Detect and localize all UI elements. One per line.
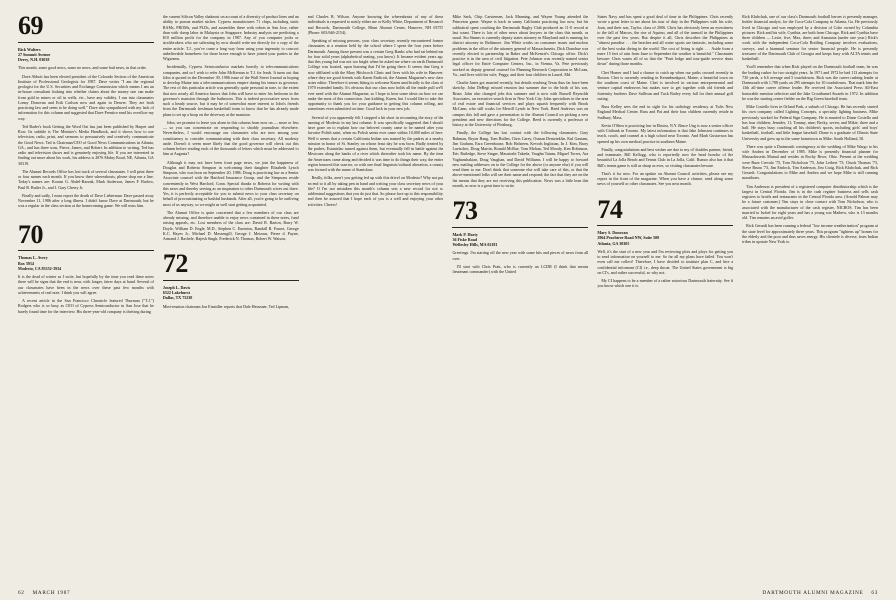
secretary-address: 2964 Peachtree Road NW, Suite 500 — [597, 235, 660, 241]
paragraph: Rick Gerardi has been running a federal "low income weatherization" program at the state level for approximately three years. This program "tightens up" homes for the elderly and the poor and thus saves energy. His clientele is diverse, from Indian tribes in upstate New York to — [742, 223, 878, 244]
class-year-heading: 69 — [18, 14, 43, 40]
paragraph: Mike Sack, Chip Carstensen, Jack Manning, and Wayne Young attended the Princeton game. Wayne is back in sunny California practicing law now, but his sabbatical spent coaching the Dartmouth Rugby Club produced an 11-0 record at last count. There is lots of other news about lawyers in the class this month, as usual. Stu Simms is currently deputy states attorney in Maryland and is running for district attorney in Baltimore. Jim White works on consumer issues and nuclear problems in the office of the attorney general of Massachusetts. Dick Donohue was recently elected to partnership in Baker and McKenzie's Chicago office. Dick's practice is in the area of civil litigation. Pete Johnson was recently named senior legal officer for Entré Computer Centers, Inc., in Vienna, Va. Pete previously worked as deputy general counsel for Planning Research Corporation in McLean, Va., and lives with his wife, Peggy, and their four children in Laurel, Md. — [452, 14, 589, 77]
footer-right — [762, 590, 878, 596]
class-block-73 — [452, 196, 589, 275]
text-column-3 — [308, 14, 444, 574]
paragraph: The Alumni Office is quite concerned that a few members of our class are already missing, and therefore unable to enjoy news contained in these notes, fund raising appeals, etc. Lost members of the class are: David R. Barton, Barry W. Doyle, William D. Engle, M.D., Stephen C. Eurenius, Randall R. Faurot, George K.C. Hayes Jr., Michael D. Massengill, George J. Metzaas, Pierre d. Payne, Armand J. Rachele, Rajesh Singh, Frederick N. Thomas, Robert W. Watson, — [162, 209, 299, 241]
paragraph: Finally, congratulations and best wishes are due to my ol' doubles partner, friend, and teammate, Bill Kellogg, who is reportedly now the head honcho of the beautiful La Jolla Beach and Tennis Club in La Jolla, Calif. Rumor also has it that Bill's tennis game is still as sharp as ever, so visiting classmates beware. — [597, 146, 734, 168]
issue-date-label: MARCH 1987 — [32, 590, 71, 596]
paragraph: Russ Kelley sees the end in sight for his radiology residency at Tufts New England Medical Center. Russ and Pat and their four children currently reside in Sudbury, Mass. — [597, 104, 734, 120]
class-year-heading: 70 — [18, 219, 43, 249]
paragraph: I'll start with Chris Pratt, who is currently an LCDR (I think that means lieutenant commander) with the United — [452, 263, 589, 275]
page-number-right: 63 — [871, 590, 878, 596]
class-secretary-block — [597, 230, 733, 246]
paragraph: This month, some good news, some no news, and some bad news, in that order. — [18, 65, 147, 71]
paragraph: It is the dead of winter as I write, but hopefully by the time you read these notes there will be signs that the end is near, with longer, fairer days at hand. Several of our classmates have been in the news over these past few months with achievements of real note. I think you will agree. — [18, 274, 154, 295]
page-footer — [18, 590, 878, 596]
secretary-name: Mark P. Harty — [452, 231, 478, 237]
paragraph: and Charles R. Wilson. Anyone knowing the whereabouts of any of these individuals is requested to notify either me or Kelly White, Department of Research and Records, Dartmouth College, Blunt Alumni Center, Hanover, NH 03755 (Phone: 603/646-2154). — [307, 14, 444, 35]
class-year-heading: 72 — [162, 249, 188, 279]
paragraph: Tim Anderson is president of a registered computer distributorship which is the largest in Central Florida. Jim is in the cash register business and sells cash registers to hotels and restaurants in the Central Florida area. (Arnold Palmer may be a future customer.) Tim stays in close contact with Tom Nicholson, who is associated with the manufacturer of the cash register, NICROS. Tim has been married to Isobel for eight years and has a young son Mathew, who is 13 months old. Tim remains an avid golfer. — [742, 183, 878, 220]
class-secretary-block — [18, 255, 154, 271]
paragraph: the current Silicon Valley shakeout on account of a diversity of product lines and an ability to pursue market niches. Cypress manufactures 71 chips, including static RAMs, PROMs, and PLDs, and assembles these with robots in San Jose, rather than with cheap labor in Malaysia or Singapore. Industry analysts are predicting a $10 million profit for the company in 1987. Any of you computer jocks or stockbrokers who are salivating by now should write me directly for a copy of the entire article. T.J., you've come a long way from using your ingenuity to concoct unbelievable homebrew for those brave enough to have joined your parties in the Wigwams. — [162, 14, 299, 61]
secretary-address: 36 Fiske Road — [452, 236, 477, 242]
secretary-address: 27 Summit Avenue — [18, 51, 51, 57]
paragraph: Dave Abbott has been elected president of the Colorado Section of the American Institute of Professional Geologists for 1987. Dave writes "I am the regional geologist for the U.S. Securities and Exchange Commission which means I am an in-house consultant looking into whether claims about the money one can make from gold in mines or oil in wells, etc., have any validity. I run into classmates Lonny Donovan and Erik Carlson now and again in Denver. They are both practicing law and seem to be doing well." Dave also sympathized with my lack of information for this column and suggested that Dave Prentice send his overflow my way. — [18, 73, 154, 121]
paragraph: Charlie Janes got married recently, but details reaching Texas thus far have been sketchy. John DeRegt missed reunion last summer due to the birth of his son, Brian. John also changed jobs this summer and is now with Russell Reynolds Associates, an executive search firm in New York City. John specializes in the area of real estate and financial services and plays squash frequently with Brook McCann, who still works for Merrill Lynch in New York. Reed Andrews was on campus this fall and gave a presentation to the Alumni Council on picking a new president and new directions for the College. Reed is currently a professor of history at the University of Pittsburg. — [452, 80, 589, 127]
class-year-heading: 74 — [597, 194, 623, 224]
publication-title-label: DARTMOUTH ALUMNI MAGAZINE — [762, 590, 864, 596]
paragraph: John, we promise to leave you alone in this column from now on — more or less — so you can concentrate on responding to shoddy journalism elsewhere. Nevertheless, I would encourage our classmates who are now among your constituency to consider communicating with their class secretary. All modesty aside. Doesn't it seem more likely that the good governor will check out this column before reading each of the thousands of letters which must be addressed to him at Augusta? — [162, 119, 299, 157]
class-secretary-block — [452, 232, 588, 248]
paragraph: Really, folks, aren't you getting fed up with this drivel on Modesto? Why not put an end to it all by taking pen in hand and writing your class secretary news of your life? If I'm not mistaken this month's column sets a new record for not so subliminal suggestions that you do just that. So please face up to this responsibility, and then be assured that I hope each of you is a well and enjoying your other activities. Cheers! — [307, 175, 444, 207]
paragraph: That's it for now. For an update on Alumni Council activities, please see my report in the front of the magazine. When you have a chance, send along some news of yourself or other classmates. See you next month. — [597, 170, 734, 187]
paragraph: States Navy and has spent a good deal of time in the Philippines. Chris recently wrote a great letter to me about his tour of duty in the Philippines with his wife, Joan, and their son, Taylor, class of 2006. Chris has obviously been an eyewitness to the fall of Marcos, the rise of Aquino, and all of the turmoil in the Philippines over the past few years. But despite it all, Chris describes the Philippines as "almost paradise . . . the beaches and all water sports are fantastic, including some of the best scuba diving in the world. The cost of living is right . . . Aside from a mere 15 feet of rain from June to September the weather is beautiful." Classmates beware: Chris warns all of us that the "Pratt lodge and tour-guide service shuts down" during those months. — [597, 14, 734, 67]
secretary-name: Joseph L. Davis — [162, 284, 191, 290]
secretary-name: Mary S. Donovan — [597, 230, 628, 236]
divider — [18, 42, 154, 43]
paragraph: Rick Klubchuk, one of our class's Dartmouth football heroes is presently manager, bottler financial analyst, for the Coca-Cola Company in Atlanta, Ga. He previously lived in Chicago and was employed by a division of Coke owned by Columbia pictures. Rick and his wife, Cynthia, are both from Chicago. Rick and Cynthia have three children — Lexie, five; Max, three; and Anastasia (under one year.) Rick's work with the independent Coca-Cola Bottling Company involves evaluations, surveys, and a biannual seminar for senior financial people. He is presently treasurer of the Dartmouth Club of Georgia and keeps busy with ALTA tennis and basketball. — [742, 14, 878, 61]
secretary-address: 6522 Lakehurst — [162, 290, 190, 296]
secretary-city: Dallas, TX 75230 — [162, 295, 193, 301]
secretary-address: Box 3934 — [18, 260, 34, 266]
class-secretary-block — [163, 285, 299, 301]
column-container — [18, 14, 878, 574]
class-secretary-block — [18, 47, 154, 63]
paragraph: Although it may not have been front page news, we join the happiness of Douglas and Roberta Simpson in welcoming their daughter Elizabeth Lynch Simpson, who was born on September 20, 1986. Doug is practicing law as a Senior Associate counsel with the Hartford Insurance Group, and the Simpsons reside conveniently in West Hartford, Conn. Special thanks to Roberta for writing with this news and thereby serving as an inspiration to other Dartmouth wives out there. Yes, it is perfectly acceptable for you to submit news to your class secretary on behalf of procrastinating or bashful husbands. After all, you're going to be outliving most of us anyway, so we might as well start getting acquainted. — [162, 159, 299, 207]
divider — [163, 280, 299, 281]
secretary-name: Rick Walters — [18, 46, 41, 52]
paragraph: Well, it's the start of a new year and I'm reviewing plots and ploys for getting you to send information on yourself to me. So far all my plans have failed. You won't even call me collect! Therefore, I have decided to institute plan C, and hire a confidential informant (CI) i.e., deep throat. The United States government is big on CI's, and rather successful, so why not. — [597, 248, 734, 275]
secretary-name: Thomas L. Avery — [18, 255, 48, 261]
paragraph: Finally and sadly, I must report the death of Dave Lieberman. Dave passed away November 11, 1986 after a long illness. I didn't know Dave at Dartmouth, but he was a regular in the class section at the homecoming game. We will miss him. — [18, 192, 154, 209]
class-block-72 — [162, 249, 299, 309]
paragraph: Finally, the College has lost contact with the following classmates: Gary Bahman, Bryon Bang, Tom Bullen, Chris Carey, Osman Denizteklin, Kul Gautam, Jim Graham, Ezra Greenhouse, Bob Halsteen, Kevods Inglizian, In J. Kim, Barry Luetscher, Doug Martin, Ronald McRae, Tom Mohan, Ted Moody, Ken Robinson, Eric Rutledge, Steve Singer, Masatoshi Takeda, Vaughn Tatum, Miguel Torres, Ara Vaghanshakian, Doug Vaughan, and David Williams. I will be happy to forward new mailing addresses on to the College for the above (or anyone else) if you will send them to me. Don't think that someone else will take care of this, or that the above-mentioned folks will see their name and respond; the fact that they are on the list means that they are not receiving this publication. News was a little lean this month, so now is a great time to write. — [452, 130, 589, 188]
paragraph: My CI happens to be a member of a rather notorious Dartmouth fraternity. See if you know which one it is. — [597, 278, 734, 289]
paragraph: Ted Bader's book Getting the Word Out has just been published by Harper and Row. Its subtitle is The Minister's Media Handbook, and it shows how to use television, radio, print, and sermons to persuasively and creatively communicate the Good News. Ted is Chairman/CEO of Good News Communications in Atlanta, GA., and has three sons, Pierce, James, and Robert. In addition to writing, Ted has radio and television shows and is genuinely enjoying life. If you are interested in finding out more about his work, his address is 2876 Mabry Road, NE, Atlanta, GA 30319. — [18, 123, 154, 166]
text-column-6 — [742, 14, 878, 574]
divider — [597, 225, 733, 226]
paragraph: Chet Homer and I had a chance to catch up when our paths crossed recently in Boston. Chet is currently residing in Kennebunkport, Maine, a beautiful town on the southern coast of Maine. Chet is involved in various entrepreneurial and venture capital endeavors but makes sure to get together with old friends and fraternity brothers Dave Sullivan and Tuck Bailey every fall for their annual golf outing. — [597, 69, 734, 101]
paragraph: Mike Costello lives in Orland Park, a suburb of Chicago. He has recently started his own company called Lighting Concepts, a specialty lighting business. Mike previously worked for Federal Sign Company. He is married to Diane Costello and has four children; Jennifer, 11; Tommy, nine; Becky, seven; and Mikie, three and a half. He stays busy coaching all his children's sports, including girls' and boys' basketball, football, and little league baseball. Diane is a graduate of Illinois State University and grew up in the same hometown as Mike: South Holland, Ill. — [742, 104, 878, 141]
text-column-1 — [18, 14, 154, 574]
page-number-left: 62 — [18, 590, 25, 596]
secretary-city: Derry, N.H. 03038 — [18, 57, 50, 63]
class-block-70 — [18, 219, 154, 314]
paragraph: Mini-reunion chairman Jon Einsidler reports that Dale Heussner, Ted Lipman, — [162, 303, 290, 309]
paragraph: Greetings. I'm starting off the new year with some bits and pieces of news from all over. — [452, 250, 589, 261]
paragraph: Kevin O'Shea is practicing law in Elmira, N.Y. Bruce Ung is now a senior officer with Citibank in Toronto. My latest information is that Jake Johnston continues to teach, coach, and counsel at a high school near Toronto. And Mark Gustavson has opened up his own medical practice in southern Maine. — [597, 122, 734, 144]
paragraph: Incidentally, Cypress Semiconductor markets heavily to telecommunications companies, and so I wish to refer John McKernan to T.J. for leads. It turns out that John is quoted in the December 30, 1986 issue of the Wall Street Journal as hoping to develop Maine into a telecommunications empire during his tenure as governor. The rest of this particular article was generally quite personal in tone, to the extent that now nearly all America knows that John will have to enter his bedroom in the governor's mansion through the bathroom. This is indeed provocative news from such a heady source, but it may be of somewhat more interest to John's friends from the Dartmouth freshman basketball team to know that he has already made plans to set up a hoop on the driveway at the mansion. — [162, 64, 299, 117]
footer-left — [18, 590, 70, 596]
secretary-city: Atlanta, GA 30305 — [597, 240, 630, 246]
secretary-city: Wellesley Hills, MA 02181 — [452, 242, 498, 248]
paragraph: Several of you apparently felt I stopped a bit short in recounting the story of the naming of Modesto in my last column: It was specifically suggested that I should have gone on to explain how our beloved county came to be named after your favorite Polish saint, when no Polish saints ever came within 10,000 miles of here. Well it seems that a certain California Indian was named by the padres at a nearby mission in honor of St. Stanley on whose feast day he was born. Badly treated by the padres, Estanislao turned against them, but eventually fell in battle against the Mexicans along the banks of a river which thereafter took his name. By the time the Americans came along and decided it was time to do things their way, the entire region honored this warrior, so with one final linguistic/cultural alteration, a county was formed with the name of Stanislaus. — [307, 114, 444, 172]
paragraph: A recent article in the San Francisco Chronicle featured Thurman ("T.J.") Rodgers who is so busy as CEO of Cypress Semiconductor in San Jose that he barely found time for the interview. His three-year-old company is thriving during — [18, 298, 154, 314]
paragraph: Speaking of missing persons, your class secretary recently encountered former classmates at a reunion held by the school where I spent the four years before Dartmouth. Among those present was a certain Greg Banks who had sat behind me for four solid years (alphabetical seating, you know). It became evident years ago that this young lad was not too bright when he asked me where on earth Dartmouth College was located, upon learning that I'd be going there. It seems that Greg is now affiliated with the Mary Hitchcock Clinic and lives with his wife in Hanover, where they are good friends with Karen Endicott, the Alumni Magazine's new class notes editor. Therefore it seems fitting to welcome Karen unofficially to the class of 1970 extended family. It's obvious that our class now holds all the inside pull we'll ever need with the Alumni Magazine, so I hope to hear some ideas on how we can make the most of this connection. Just kidding, Karen, but I would like to take this opportunity to thank you for your guidance in getting this column rolling, and sometimes even submitted on time. Good luck in your new job. — [307, 38, 444, 112]
text-column-2 — [163, 14, 299, 574]
secretary-city: Modesto, CA 95352-3934 — [18, 265, 62, 271]
paragraph: There was quite a Dartmouth contingency at the wedding of Mike Wargo to his wife Andrea in December of 1985. Mike is presently financial planner for Massachusetts Mutual and resides in Rocky River, Ohio. Present at the wedding were Buzz Crevalo '75, Tom Nicholson '75, John Leibert '73, Chuck Thomas '73, Steve Bruns '73, Jim Emlock, Tim Anderson, Jim Craig, Rick Klubchuk, and Rick Gerardi. Congratulations to Mike and Andrea and we hope Mike is still running marathons. — [742, 143, 878, 181]
paragraph: The Alumni Records Office has lost track of several classmates. I will print three or four names each month. If you know their whereabouts, please drop me a line. Today's names are: Kouasi G. Abdel-Razzak, Mark Anderson, James F. Barlow, Paul B. Butler Jr., and J. Gary Cherry Jr. — [18, 168, 154, 190]
class-year-heading: 73 — [452, 196, 478, 225]
divider — [18, 250, 154, 251]
class-block-69 — [18, 14, 154, 209]
divider — [452, 227, 588, 228]
text-column-4 — [452, 14, 588, 574]
paragraph: You'll remember that when Rick played on the Dartmouth football team, he was the leading rusher for two straight years. In 1971 and 1972 he had 113 attempts for 730 yards, a 6.6 average and 5 touchdowns. Rick was the career rushing leader at Dartmouth with 1,788 yards on 295 attempts for 10 touchdowns. That mark him the 13th all-time career offense leader. He received the Associated Press All-East honorable mention selection and the Jake Crouthamel Awards in 1972. In addition he was the starting center fielder on the Big Green baseball team. — [742, 64, 878, 101]
class-block-74 — [597, 194, 734, 289]
text-column-5 — [597, 14, 733, 574]
